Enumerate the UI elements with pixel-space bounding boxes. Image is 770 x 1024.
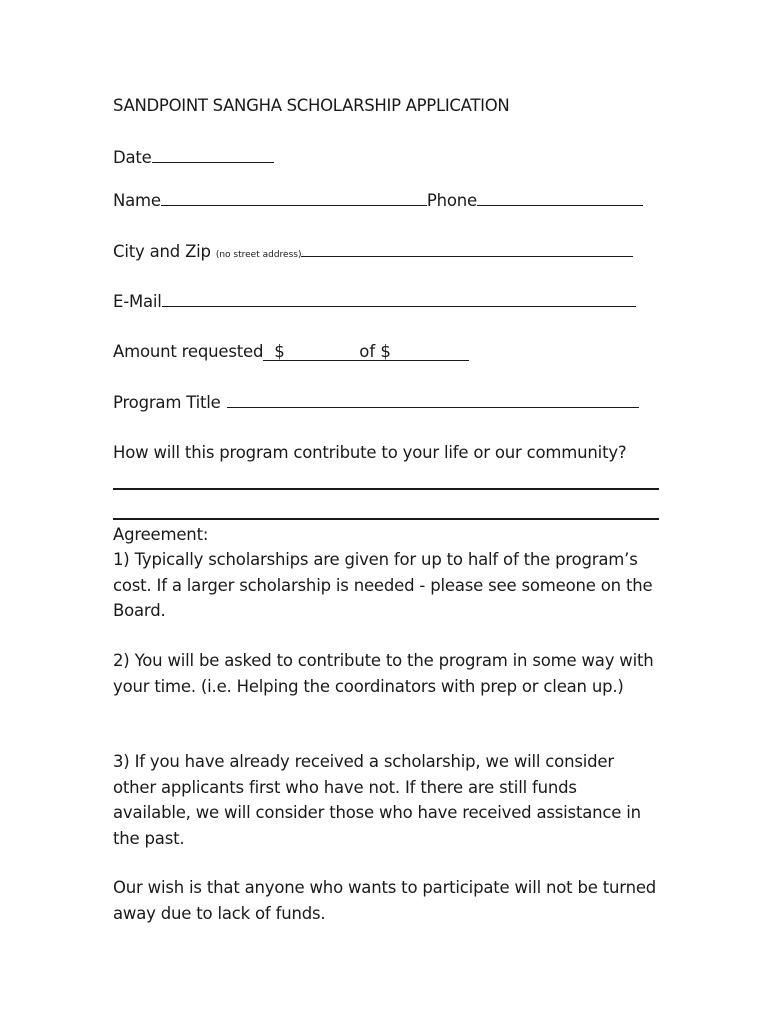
answer-line-1[interactable] (113, 488, 659, 490)
question-text (113, 443, 626, 462)
agreement-item-3: 3) If you have already received a scholarship, we will consider other applicants first who have not. If there are still funds available, we will consider those who have received assistance in the past. (113, 752, 641, 848)
question-label: How will this program contribute to your life or our community? (113, 443, 627, 462)
amount-label: Amount requested (113, 342, 264, 361)
agreement-item-1: 1) Typically scholarships are given for up to half of the program’s cost. If a larger scholarship is needed - please see someone on the Board. (113, 550, 653, 620)
amount-field (113, 342, 469, 361)
program-title-field (113, 393, 639, 412)
email-field (113, 292, 636, 311)
phone-blank[interactable] (477, 191, 643, 206)
program-title-blank[interactable] (227, 393, 639, 408)
agreement-heading: Agreement: (113, 525, 209, 544)
phone-label: Phone (426, 191, 478, 210)
name-phone-field (113, 191, 643, 210)
amount-of-label: of $ (359, 342, 391, 361)
city-zip-field (113, 242, 633, 261)
closing-statement: Our wish is that anyone who wants to participate will not be turned away due to lack of funds. (113, 878, 657, 923)
city-zip-note: (no street address) (215, 250, 302, 260)
name-blank[interactable] (161, 191, 427, 206)
date-label: Date (113, 148, 152, 167)
agreement-item-2: 2) You will be asked to contribute to the program in some way with your time. (i.e. Helping the coordinators with prep or clean up.) (113, 651, 654, 696)
email-blank[interactable] (162, 292, 636, 307)
city-zip-blank[interactable] (301, 242, 633, 257)
date-blank[interactable] (152, 148, 274, 163)
amount-requested-blank[interactable] (263, 343, 359, 361)
email-label: E-Mail (113, 292, 162, 311)
answer-line-2[interactable] (113, 518, 659, 520)
program-title-label: Program Title (113, 393, 221, 412)
amount-total-blank[interactable] (359, 343, 469, 361)
date-field (113, 148, 274, 167)
city-zip-label: City and Zip (113, 242, 211, 261)
name-label: Name (113, 191, 161, 210)
form-title: SANDPOINT SANGHA SCHOLARSHIP APPLICATION (113, 96, 510, 115)
amount-dollar-sign: $ (274, 342, 285, 361)
